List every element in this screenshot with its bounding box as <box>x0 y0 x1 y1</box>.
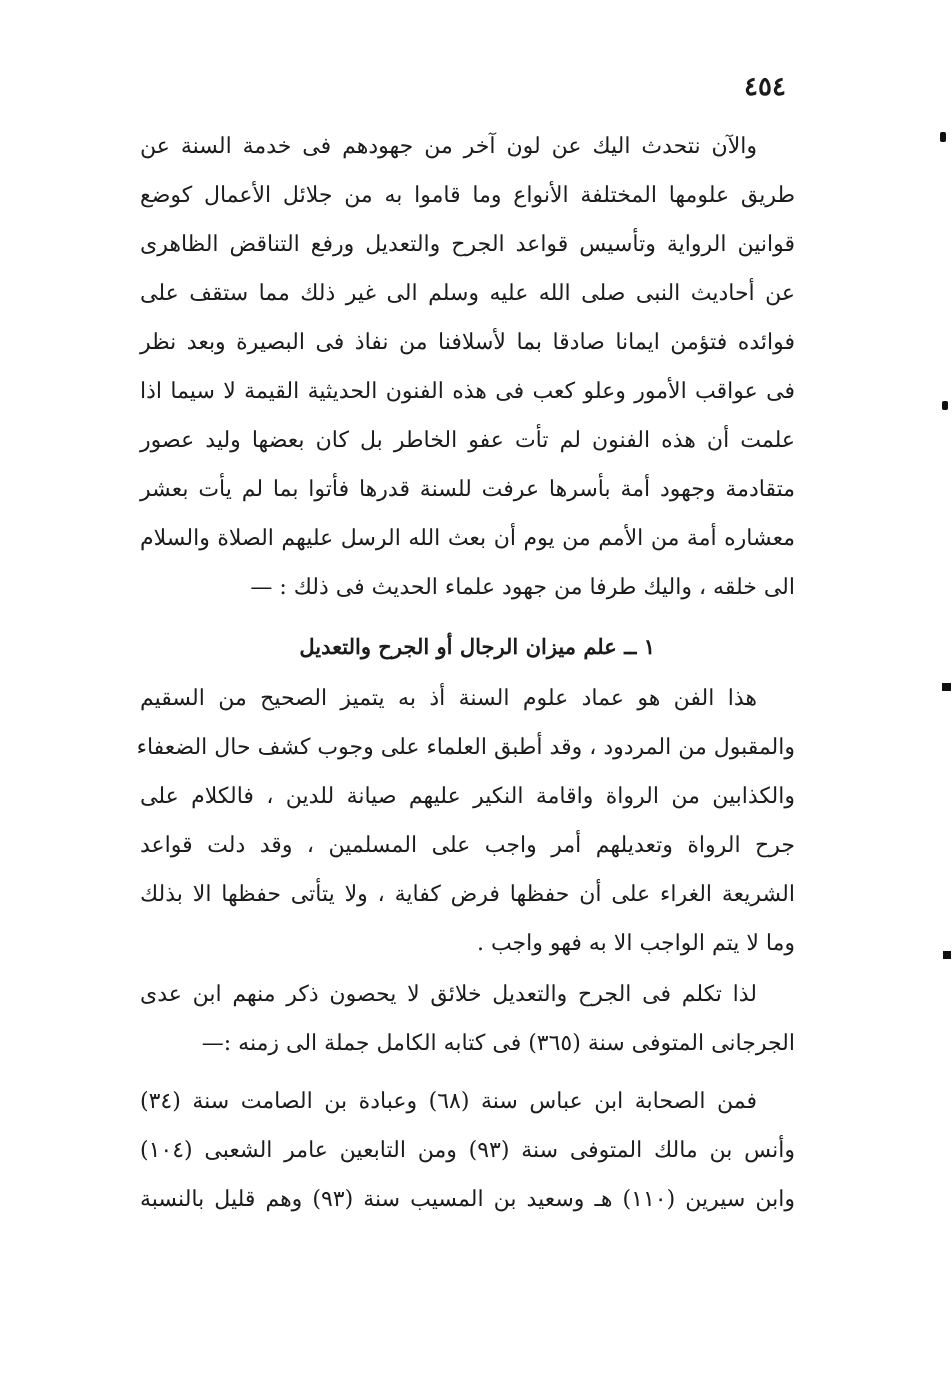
text-line: قوانين الرواية وتأسيس قواعد الجرح والتعديل ورفع التناقض الظاهرى <box>140 232 795 257</box>
section-heading: ١ ــ علم ميزان الرجال أو الجرح والتعديل <box>299 634 655 659</box>
margin-mark <box>942 401 948 410</box>
text-line: فوائده فتؤمن ايمانا صادقا بما لأسلافنا من نفاذ فى البصيرة وبعد نظر <box>140 330 795 355</box>
text-line: الى خلقه ، واليك طرفا من جهود علماء الحديث فى ذلك : — <box>250 575 795 600</box>
text-line: علمت أن هذه الفنون لم تأت عفو الخاطر بل كان بعضها وليد عصور <box>140 428 795 453</box>
text-line: متقادمة وجهود أمة بأسرها عرفت للسنة قدرها فأتوا بما لم يأت بعشر <box>140 477 795 502</box>
text-line: هذا الفن هو عماد علوم السنة أذ به يتميز الصحيح من السقيم <box>140 686 757 711</box>
text-line: جرح الرواة وتعديلهم أمر واجب على المسلمين ، وقد دلت قواعد <box>140 833 795 858</box>
text-line: وابن سيرين (١١٠) هـ وسعيد بن المسيب سنة (٩٣) وهم قليل بالنسبة <box>140 1187 795 1212</box>
margin-mark <box>943 951 951 959</box>
margin-mark <box>942 683 951 691</box>
text-line: فى عواقب الأمور وعلو كعب فى هذه الفنون الحديثية القيمة لا سيما اذا <box>140 379 795 404</box>
text-line: لذا تكلم فى الجرح والتعديل خلائق لا يحصون ذكر منهم ابن عدى <box>140 982 757 1007</box>
text-line: فمن الصحابة ابن عباس سنة (٦٨) وعبادة بن الصامت سنة (٣٤) <box>140 1089 757 1114</box>
paragraph-scholars <box>140 970 795 1068</box>
text-line: وما لا يتم الواجب الا به فهو واجب . <box>476 931 795 956</box>
paragraph-definition <box>136 674 795 968</box>
text-line: وأنس بن مالك المتوفى سنة (٩٣) ومن التابعين عامر الشعبى (١٠٤) <box>140 1138 795 1163</box>
text-line: الجرجانى المتوفى سنة (٣٦٥) فى كتابه الكامل جملة الى زمنه :— <box>201 1031 795 1056</box>
text-line: معشاره أمة من الأمم من يوم أن بعث الله الرسل عليهم الصلاة والسلام <box>140 526 795 551</box>
paragraph-intro <box>140 122 795 612</box>
text-line: عن أحاديث النبى صلى الله عليه وسلم الى غير ذلك مما ستقف على <box>140 281 795 306</box>
text-line: والمقبول من المردود ، وقد أطبق العلماء على وجوب كشف حال الضعفاء <box>136 735 795 760</box>
text-line: الشريعة الغراء على أن حفظها فرض كفاية ، ولا يتأتى حفظها الا بذلك <box>140 882 795 907</box>
text-line: طريق علومها المختلفة الأنواع وما قاموا به من جلائل الأعمال كوضع <box>140 183 795 208</box>
margin-mark <box>940 132 946 142</box>
text-line: والآن نتحدث اليك عن لون آخر من جهودهم فى خدمة السنة عن <box>140 134 757 159</box>
paragraph-companions <box>140 1077 795 1224</box>
page-number: ٤٥٤ <box>744 72 786 102</box>
text-line: والكذابين من الرواة واقامة النكير عليهم صيانة للدين ، فالكلام على <box>140 784 795 809</box>
